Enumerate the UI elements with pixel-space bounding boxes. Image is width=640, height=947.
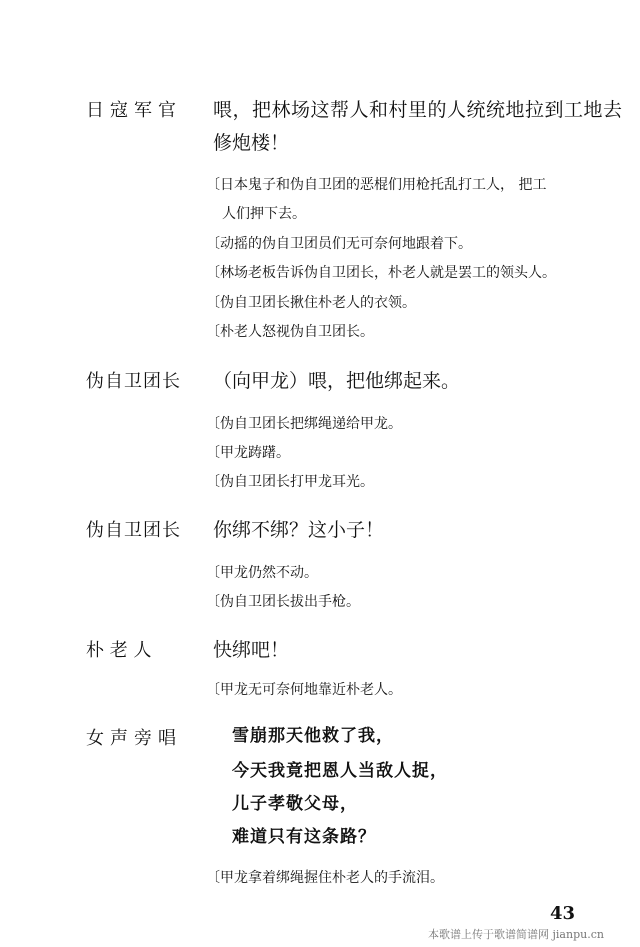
stage-direction: 〔动摇的伪自卫团员们无可奈何地跟着下。 (206, 236, 472, 252)
stage-direction: 〔伪自卫团长拔出手枪。 (206, 594, 360, 610)
dialogue-line: （向甲龙）喂，把他绑起来。 (213, 370, 461, 392)
stage-direction: 〔甲龙拿着绑绳握住朴老人的手流泪。 (206, 870, 444, 886)
dialogue-line: 快绑吧！ (213, 639, 290, 661)
watermark-text: 本歌谱上传于歌谱简谱网 jianpu.cn (428, 928, 604, 941)
speaker-name: 伪自卫团长 (86, 371, 181, 392)
dialogue-line: 你绑不绑？这小子！ (213, 519, 385, 541)
stage-direction: 〔伪自卫团长揪住朴老人的衣领。 (206, 295, 416, 311)
speaker-name: 朴 老 人 (86, 640, 152, 661)
speaker-name: 伪自卫团长 (86, 520, 181, 541)
page-number: 43 (550, 903, 576, 924)
dialogue-line: 喂，把林场这帮人和村里的人统统地拉到工地去 (213, 99, 623, 121)
stage-direction: 〔伪自卫团长把绑绳递给甲龙。 (206, 416, 402, 432)
stage-direction: 〔林场老板告诉伪自卫团长，朴老人就是罢工的领头人。 (206, 265, 556, 281)
speaker-name: 女声旁唱 (86, 728, 182, 749)
song-line: 今天我竟把恩人当敌人捉， (232, 761, 448, 781)
stage-direction: 〔甲龙无可奈何地靠近朴老人。 (206, 682, 402, 698)
stage-direction: 〔甲龙仍然不动。 (206, 565, 318, 581)
stage-direction: 〔伪自卫团长打甲龙耳光。 (206, 474, 374, 490)
stage-direction: 〔日本鬼子和伪自卫团的恶棍们用枪托乱打工人， 把工 (206, 177, 547, 193)
stage-direction: 〔甲龙踌躇。 (206, 445, 290, 461)
stage-direction: 〔朴老人怒视伪自卫团长。 (206, 324, 374, 340)
dialogue-line: 修炮楼！ (213, 132, 290, 154)
stage-direction: 人们押下去。 (222, 206, 306, 222)
song-line: 难道只有这条路？ (232, 827, 376, 847)
speaker-name: 日寇军官 (86, 100, 182, 121)
song-line: 雪崩那天他救了我， (232, 726, 394, 746)
song-line: 儿子孝敬父母， (232, 794, 358, 814)
